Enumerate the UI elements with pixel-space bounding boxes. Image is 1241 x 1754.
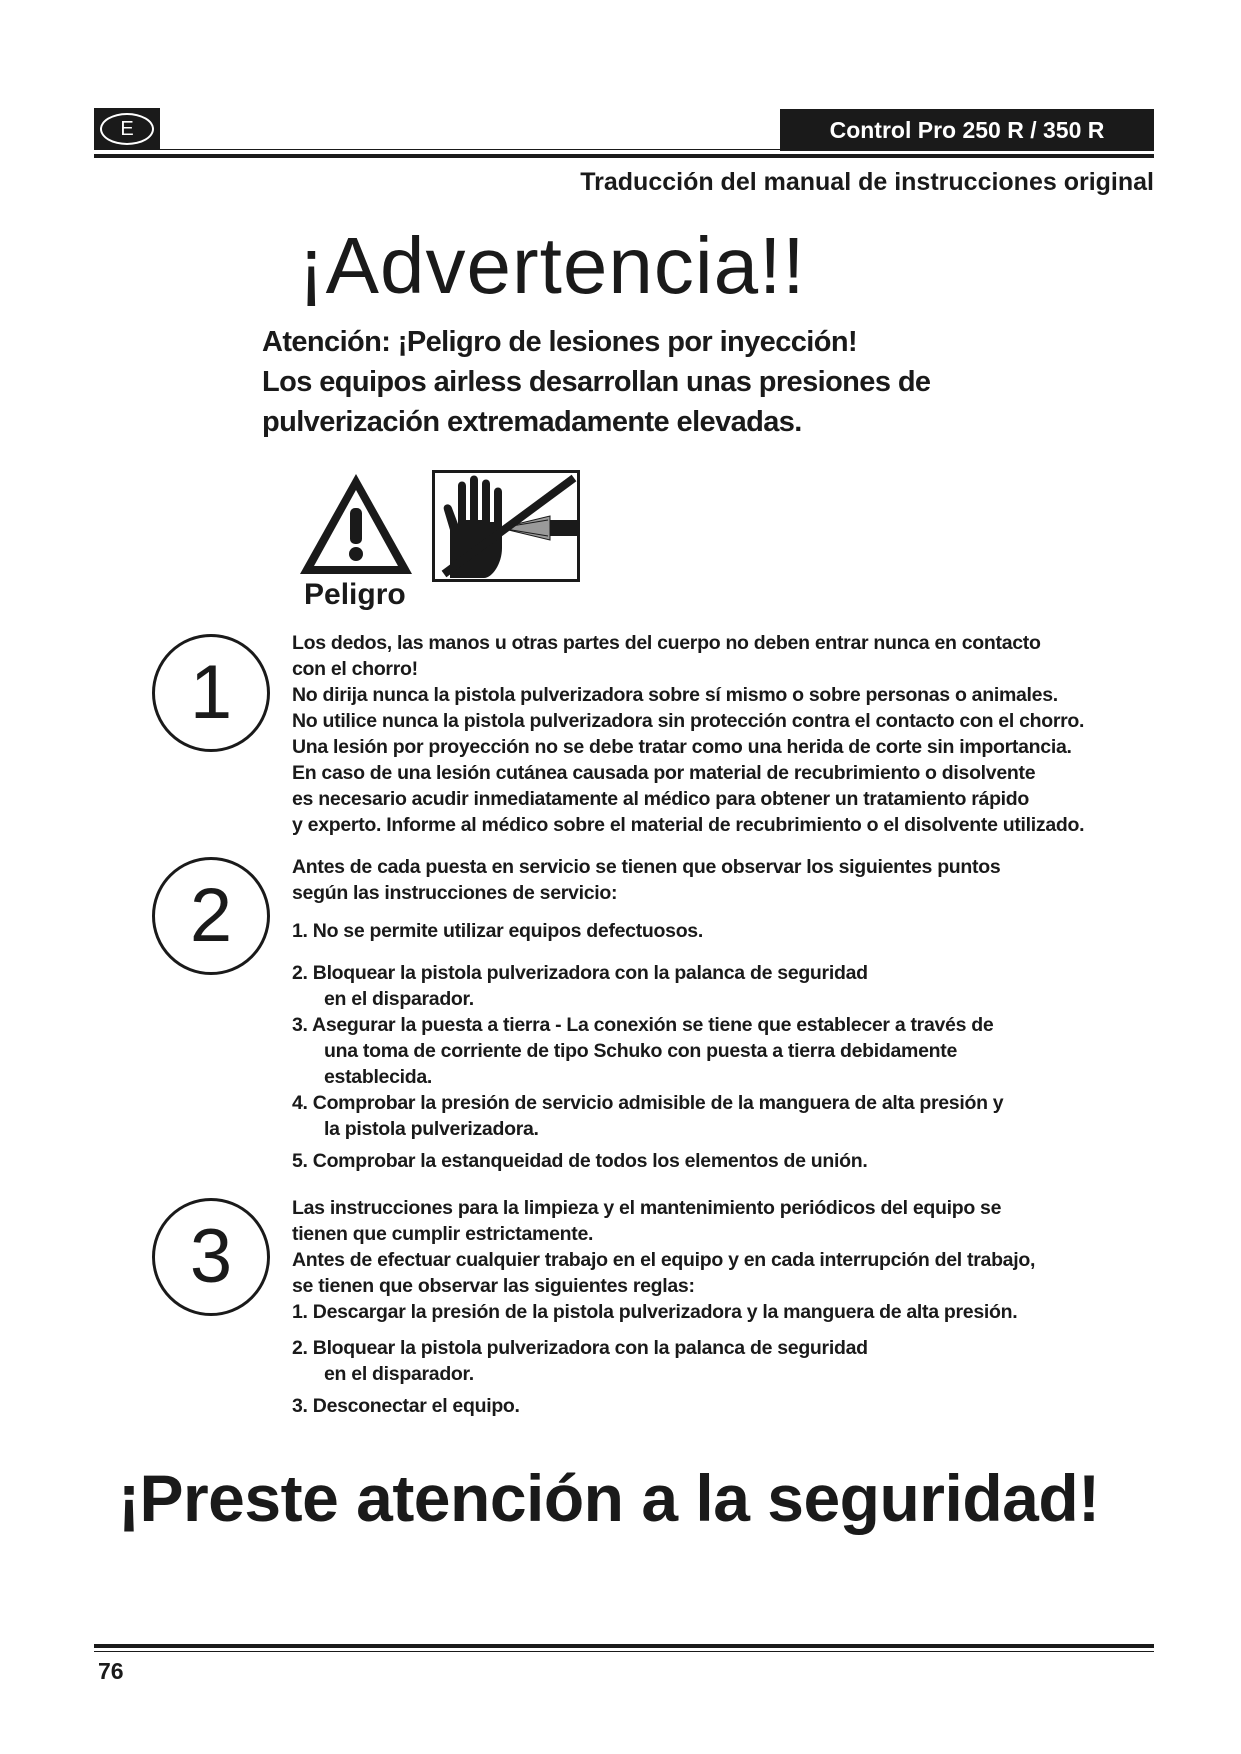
footer-rule-thin bbox=[94, 1651, 1154, 1652]
list-item: 3. Asegurar la puesta a tierra - La conexión se tiene que establecer a través de bbox=[292, 1014, 994, 1036]
header-rule-thin bbox=[160, 149, 780, 150]
text-line: No dirija nunca la pistola pulverizadora sobre sí mismo o sobre personas o animales. bbox=[292, 684, 1058, 706]
no-hand-spray-icon bbox=[432, 470, 580, 582]
text-line: con el chorro! bbox=[292, 658, 418, 680]
intro-line: Los equipos airless desarrollan unas presiones de bbox=[262, 366, 931, 398]
language-badge bbox=[94, 108, 160, 150]
list-item-cont: establecida. bbox=[324, 1066, 433, 1088]
list-item-cont: la pistola pulverizadora. bbox=[324, 1118, 539, 1140]
section-3-text bbox=[292, 1195, 1152, 1419]
warning-triangle-icon bbox=[296, 470, 416, 580]
model-title: Control Pro 250 R / 350 R bbox=[780, 109, 1154, 151]
list-item: 1. No se permite utilizar equipos defectuosos. bbox=[292, 920, 703, 942]
list-item: 3. Desconectar el equipo. bbox=[292, 1395, 520, 1417]
text-line: Los dedos, las manos u otras partes del cuerpo no deben entrar nunca en contacto bbox=[292, 632, 1041, 654]
text-line: Una lesión por proyección no se debe tratar como una herida de corte sin importancia. bbox=[292, 736, 1072, 758]
section-2-text bbox=[292, 854, 1152, 1174]
section-number-2: 2 bbox=[152, 857, 270, 975]
closing-slogan: ¡Preste atención a la seguridad! bbox=[118, 1461, 1100, 1535]
page-number: 76 bbox=[98, 1658, 124, 1684]
text-line: se tienen que observar las siguientes reglas: bbox=[292, 1275, 695, 1297]
text-line: es necesario acudir inmediatamente al médico para obtener un tratamiento rápido bbox=[292, 788, 1030, 810]
text-line: según las instrucciones de servicio: bbox=[292, 882, 618, 904]
section-number-1: 1 bbox=[152, 634, 270, 752]
list-item: 4. Comprobar la presión de servicio admisible de la manguera de alta presión y bbox=[292, 1092, 1004, 1114]
list-item-cont: en el disparador. bbox=[324, 988, 474, 1010]
list-item: 5. Comprobar la estanqueidad de todos los elementos de unión. bbox=[292, 1150, 868, 1172]
section-1-text bbox=[292, 630, 1152, 838]
header-rule bbox=[94, 154, 1154, 158]
text-line: No utilice nunca la pistola pulverizadora sin protección contra el contacto con el chorro. bbox=[292, 710, 1085, 732]
text-line: Las instrucciones para la limpieza y el mantenimiento periódicos del equipo se bbox=[292, 1197, 1002, 1219]
section-number-3: 3 bbox=[152, 1198, 270, 1316]
list-item: 1. Descargar la presión de la pistola pulverizadora y la manguera de alta presión. bbox=[292, 1301, 1018, 1323]
text-line: y experto. Informe al médico sobre el material de recubrimiento o el disolvente utilizado. bbox=[292, 814, 1085, 836]
list-item: 2. Bloquear la pistola pulverizadora con la palanca de seguridad bbox=[292, 1337, 868, 1359]
language-code: E bbox=[100, 113, 154, 145]
danger-label: Peligro bbox=[304, 578, 406, 611]
footer-rule bbox=[94, 1644, 1154, 1648]
list-item-cont: una toma de corriente de tipo Schuko con puesta a tierra debidamente bbox=[324, 1040, 957, 1062]
text-line: tienen que cumplir estrictamente. bbox=[292, 1223, 594, 1245]
text-line: En caso de una lesión cutánea causada por material de recubrimiento o disolvente bbox=[292, 762, 1036, 784]
text-line: Antes de cada puesta en servicio se tienen que observar los siguientes puntos bbox=[292, 856, 1001, 878]
intro-line: pulverización extremadamente elevadas. bbox=[262, 406, 802, 438]
warning-title: ¡Advertencia!! bbox=[298, 221, 806, 310]
document-subtitle: Traducción del manual de instrucciones original bbox=[580, 168, 1154, 196]
intro-warning bbox=[262, 322, 1062, 442]
list-item-cont: en el disparador. bbox=[324, 1363, 474, 1385]
text-line: Antes de efectuar cualquier trabajo en el equipo y en cada interrupción del trabajo, bbox=[292, 1249, 1036, 1271]
intro-line: Atención: ¡Peligro de lesiones por inyección! bbox=[262, 326, 857, 358]
list-item: 2. Bloquear la pistola pulverizadora con la palanca de seguridad bbox=[292, 962, 868, 984]
